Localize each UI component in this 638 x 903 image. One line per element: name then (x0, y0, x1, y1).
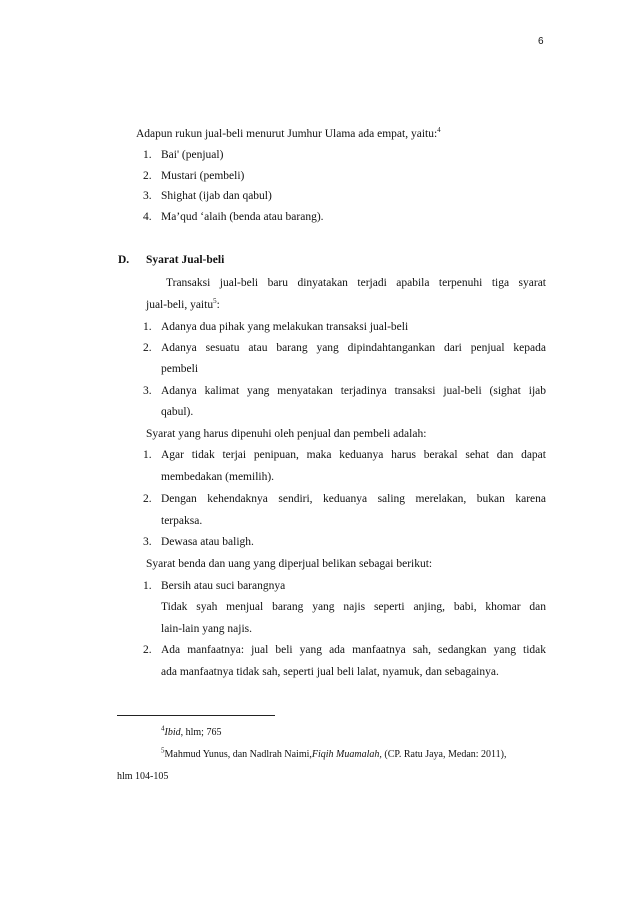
list-text: terpaksa. (161, 515, 203, 527)
footnote (161, 746, 507, 761)
footnote-marker: 4 (161, 724, 165, 733)
list-text: Agar tidak terjai penipuan, maka keduanya harus berakal sehat dan dapat (161, 449, 546, 461)
rukun-intro (136, 127, 441, 141)
list-text: Adanya kalimat yang menyatakan terjadinya transaksi jual-beli (sighat ijab (161, 385, 546, 397)
footnote-ref-4: 4 (437, 126, 441, 135)
section-letter: D. (118, 254, 130, 266)
paragraph-line: Syarat yang harus dipenuhi oleh penjual dan pembeli adalah: (146, 428, 427, 440)
list-number: 2. (143, 493, 152, 505)
list-number: 1. (143, 449, 152, 461)
list-text: lain-lain yang najis. (161, 623, 253, 635)
list-number: 1. (143, 580, 152, 592)
footnote-italic: Ibid (164, 727, 181, 738)
footnote-divider (117, 715, 275, 716)
list-text: pembeli (161, 363, 199, 375)
list-text: Dewasa atau baligh. (161, 536, 254, 548)
section-title: Syarat Jual-beli (146, 254, 225, 266)
list-text: membedakan (memilih). (161, 471, 275, 483)
footnote (161, 724, 222, 739)
paragraph-text: jual-beli, yaitu (146, 299, 214, 311)
footnote-italic: Fiqih Muamalah, (311, 749, 382, 760)
footnote-ref-5: 5 (213, 297, 217, 306)
page-number: 6 (538, 36, 544, 47)
list-text: ada manfaatnya tidak sah, seperti jual beli lalat, nyamuk, dan sebagainya. (161, 666, 499, 678)
paragraph-line: Syarat benda dan uang yang diperjual belikan sebagai berikut: (146, 558, 433, 570)
list-number: 2. (143, 170, 152, 182)
paragraph-line: Transaksi jual-beli baru dinyatakan terjadi apabila terpenuhi tiga syarat (166, 277, 546, 289)
footnote-marker: 5 (161, 746, 165, 755)
list-text: Dengan kehendaknya sendiri, keduanya saling merelakan, bukan karena (161, 493, 546, 505)
list-number: 3. (143, 190, 152, 202)
list-text: Adanya dua pihak yang melakukan transaksi jual-beli (161, 321, 409, 333)
footnote-text: Mahmud Yunus, dan Nadlrah Naimi, (164, 749, 312, 760)
list-number: 1. (143, 321, 152, 333)
paragraph-tail: : (216, 299, 220, 311)
list-text: Mustari (pembeli) (161, 170, 245, 182)
footnote-continuation: hlm 104-105 (117, 771, 169, 782)
list-text: Shighat (ijab dan qabul) (161, 190, 272, 202)
footnote-text: , hlm; 765 (180, 727, 222, 738)
list-text: Adanya sesuatu atau barang yang dipindahtangankan dari penjual kepada (161, 342, 546, 354)
list-text: Bersih atau suci barangnya (161, 580, 286, 592)
paragraph-line (146, 298, 220, 312)
list-text: Tidak syah menjual barang yang najis seperti anjing, babi, khomar dan (161, 601, 546, 613)
footnote-text: (CP. Ratu Jaya, Medan: 2011), (381, 749, 507, 760)
list-text: qabul). (161, 406, 194, 418)
list-text: Ada manfaatnya: jual beli yang ada manfaatnya sah, sedangkan yang tidak (161, 644, 546, 656)
list-number: 3. (143, 536, 152, 548)
list-number: 1. (143, 149, 152, 161)
list-text: Ma’qud ‘alaih (benda atau barang). (161, 211, 324, 223)
list-number: 2. (143, 644, 152, 656)
list-number: 2. (143, 342, 152, 354)
list-text: Bai' (penjual) (161, 149, 224, 161)
rukun-intro-text: Adapun rukun jual-beli menurut Jumhur Ulama ada empat, yaitu: (136, 128, 438, 140)
list-number: 4. (143, 211, 152, 223)
list-number: 3. (143, 385, 152, 397)
